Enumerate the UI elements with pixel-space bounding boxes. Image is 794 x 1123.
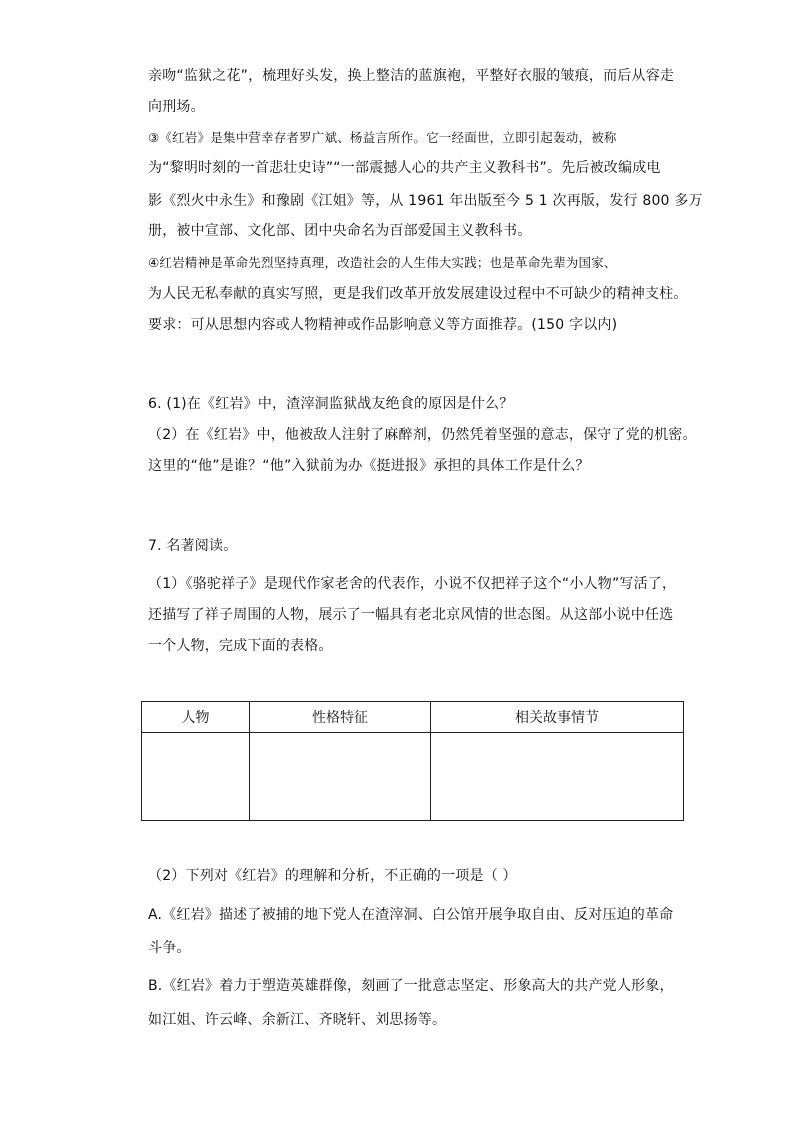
question-7-part-1-line-2: 还描写了祥子周围的人物，展示了一幅具有老北京风情的世态图。从这部小说中任选: [148, 607, 674, 623]
option-b-line-1: B.《红岩》着力于塑造英雄群像，刻画了一批意志坚定、形象高大的共产党人形象，: [148, 978, 674, 994]
passage-line-8: 为人民无私奉献的真实写照，更是我们改革开放发展建设过程中不可缺少的精神支柱。: [148, 286, 688, 302]
question-6-part-2-cont: 这里的“他”是谁？“他”入狱前为办《挺进报》承担的具体工作是什么？: [148, 458, 590, 474]
question-7-heading: 7. 名著阅读。: [148, 538, 238, 554]
table-row: [142, 733, 684, 821]
passage-line-2: 向刑场。: [148, 99, 205, 115]
option-a-line-1: A.《红岩》描述了被捕的地下党人在渣滓洞、白公馆开展争取自由、反对压迫的革命: [148, 907, 674, 923]
passage-line-6: 册，被中宣部、文化部、团中央命名为百部爱国主义教科书。: [148, 223, 532, 239]
question-6-part-1: 6. (1)在《红岩》中，渣滓洞监狱战友绝食的原因是什么？: [148, 396, 514, 412]
option-a-line-2: 斗争。: [148, 940, 191, 956]
option-b-line-2: 如江姐、许云峰、余新江、齐晓轩、刘思扬等。: [148, 1012, 447, 1028]
passage-line-3: ③《红岩》是集中营幸存者罗广斌、杨益言所作。它一经面世，立即引起轰动，被称: [148, 130, 617, 145]
question-7-part-2: （2）下列对《红岩》的理解和分析，不正确的一项是（ ）: [148, 868, 517, 884]
table-cell-character[interactable]: [142, 733, 250, 821]
passage-line-1: 亲吻“监狱之花”，梳理好头发，换上整洁的蓝旗袍，平整好衣服的皱痕，而后从容走: [148, 68, 675, 84]
table-header-plot: 相关故事情节: [431, 702, 684, 733]
table-cell-personality[interactable]: [250, 733, 431, 821]
question-6-part-2: （2）在《红岩》中，他被敌人注射了麻醉剂，仍然凭着坚强的意志，保守了党的机密。: [148, 427, 697, 443]
passage-line-4: 为“黎明时刻的一首悲壮史诗”“一部震撼人心的共产主义教科书”。先后被改编成电: [148, 160, 661, 176]
table-header-character: 人物: [142, 702, 250, 733]
table-header-personality: 性格特征: [250, 702, 431, 733]
requirement-line: 要求：可从思想内容或人物精神或作品影响意义等方面推荐。(150 字以内): [148, 317, 618, 333]
passage-line-5: 影《烈火中永生》和豫剧《江姐》等，从 1961 年出版至今 5 1 次再版，发行 800 多万: [148, 193, 703, 209]
table-header-row: [142, 702, 684, 733]
question-7-part-1-line-1: （1）《骆驼祥子》是现代作家老舍的代表作，小说不仅把祥子这个“小人物”写活了，: [148, 576, 677, 592]
passage-line-7: ④红岩精神是革命先烈坚持真理，改造社会的人生伟大实践；也是革命先辈为国家、: [148, 255, 617, 270]
question-7-part-1-line-3: 一个人物，完成下面的表格。: [148, 638, 333, 654]
table-cell-plot[interactable]: [431, 733, 684, 821]
answer-table: [141, 701, 684, 821]
